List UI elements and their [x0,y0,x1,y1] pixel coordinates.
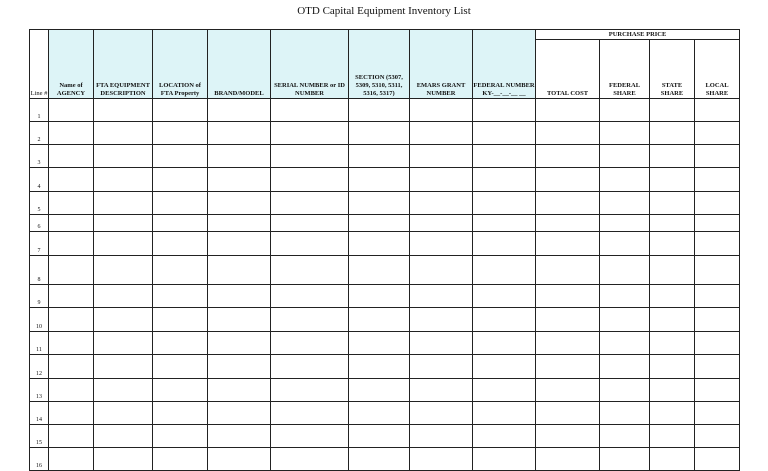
table-cell[interactable] [208,99,271,122]
table-cell[interactable] [473,192,536,215]
table-cell[interactable] [208,122,271,145]
table-cell[interactable] [410,168,473,192]
table-cell[interactable] [473,425,536,448]
column-header-brand-model: BRAND/MODEL [208,30,271,99]
table-cell[interactable] [600,145,650,168]
line-number-cell: 10 [30,308,49,332]
table-cell[interactable] [349,402,410,425]
table-cell[interactable] [600,425,650,448]
line-number-cell: 7 [30,232,49,256]
table-cell[interactable] [94,168,153,192]
table-cell[interactable] [473,99,536,122]
column-header-line: Line # [30,30,49,99]
table-cell[interactable] [153,215,208,232]
table-cell[interactable] [153,402,208,425]
table-cell[interactable] [410,145,473,168]
table-cell[interactable] [695,232,740,256]
table-cell[interactable] [600,99,650,122]
table-cell[interactable] [650,308,695,332]
table-cell[interactable] [473,402,536,425]
table-cell[interactable] [349,256,410,285]
line-number-cell: 6 [30,215,49,232]
table-cell[interactable] [695,332,740,355]
table-cell[interactable] [600,402,650,425]
table-cell[interactable] [153,425,208,448]
table-row [30,425,740,448]
column-header-location: LOCATION of FTA Property [153,30,208,99]
column-header-local-share: LOCAL SHARE [695,40,740,99]
table-cell[interactable] [536,425,600,448]
table-cell[interactable] [600,232,650,256]
table-cell[interactable] [650,355,695,379]
table-cell[interactable] [536,215,600,232]
table-cell[interactable] [49,122,94,145]
table-cell[interactable] [153,99,208,122]
line-number-cell: 12 [30,355,49,379]
header-row-top [30,30,740,40]
table-cell[interactable] [271,332,349,355]
column-header-serial-number: SERIAL NUMBER or ID NUMBER [271,30,349,99]
table-cell[interactable] [650,168,695,192]
table-cell[interactable] [695,448,740,471]
table-cell[interactable] [49,402,94,425]
table-cell[interactable] [349,122,410,145]
table-row [30,332,740,355]
table-row [30,285,740,308]
table-cell[interactable] [49,99,94,122]
table-row [30,355,740,379]
table-cell[interactable] [600,285,650,308]
table-cell[interactable] [153,332,208,355]
table-cell[interactable] [600,448,650,471]
table-cell[interactable] [600,215,650,232]
table-cell[interactable] [208,168,271,192]
table-cell[interactable] [695,379,740,402]
line-number-cell: 4 [30,168,49,192]
table-cell[interactable] [208,256,271,285]
table-cell[interactable] [94,99,153,122]
table-cell[interactable] [208,308,271,332]
table-cell[interactable] [410,379,473,402]
table-cell[interactable] [650,448,695,471]
table-cell[interactable] [650,379,695,402]
table-cell[interactable] [94,402,153,425]
table-cell[interactable] [650,215,695,232]
table-cell[interactable] [94,332,153,355]
table-row [30,122,740,145]
table-cell[interactable] [695,425,740,448]
table-row [30,379,740,402]
table-cell[interactable] [153,256,208,285]
line-number-cell: 3 [30,145,49,168]
table-cell[interactable] [600,379,650,402]
table-cell[interactable] [349,308,410,332]
column-header-state-share: STATE SHARE [650,40,695,99]
column-header-equipment-description: FTA EQUIPMENT DESCRIPTION [94,30,153,99]
table-cell[interactable] [49,425,94,448]
table-cell[interactable] [349,448,410,471]
table-cell[interactable] [271,168,349,192]
table-cell[interactable] [49,215,94,232]
table-cell[interactable] [49,379,94,402]
table-cell[interactable] [410,99,473,122]
table-row [30,232,740,256]
inventory-table [29,29,740,471]
table-cell[interactable] [536,192,600,215]
table-cell[interactable] [153,285,208,308]
column-header-total-cost: TOTAL COST [536,40,600,99]
table-cell[interactable] [695,99,740,122]
table-cell[interactable] [271,192,349,215]
table-cell[interactable] [536,99,600,122]
table-row [30,448,740,471]
table-cell[interactable] [536,122,600,145]
table-row [30,145,740,168]
table-cell[interactable] [695,308,740,332]
line-number-cell: 9 [30,285,49,308]
table-cell[interactable] [94,232,153,256]
column-header-federal-share: FEDERAL SHARE [600,40,650,99]
table-cell[interactable] [695,168,740,192]
table-cell[interactable] [536,256,600,285]
column-header-section: SECTION (5307, 5309, 5310, 5311, 5316, 5317) [349,30,410,99]
table-cell[interactable] [208,402,271,425]
table-cell[interactable] [473,308,536,332]
table-cell[interactable] [49,145,94,168]
table-cell[interactable] [410,425,473,448]
table-row [30,308,740,332]
table-cell[interactable] [94,192,153,215]
table-cell[interactable] [650,402,695,425]
table-cell[interactable] [153,379,208,402]
table-cell[interactable] [153,308,208,332]
line-number-cell: 14 [30,402,49,425]
table-cell[interactable] [208,145,271,168]
table-cell[interactable] [695,215,740,232]
table-cell[interactable] [650,192,695,215]
table-row [30,99,740,122]
table-cell[interactable] [695,285,740,308]
table-cell[interactable] [208,425,271,448]
table-cell[interactable] [410,402,473,425]
table-cell[interactable] [49,256,94,285]
table-cell[interactable] [600,192,650,215]
table-cell[interactable] [349,168,410,192]
table-cell[interactable] [94,425,153,448]
table-cell[interactable] [153,232,208,256]
table-cell[interactable] [271,402,349,425]
table-cell[interactable] [695,145,740,168]
table-cell[interactable] [153,192,208,215]
table-cell[interactable] [271,379,349,402]
table-cell[interactable] [410,256,473,285]
table-cell[interactable] [600,122,650,145]
column-group-header-purchase-price: PURCHASE PRICE [536,30,740,40]
table-cell[interactable] [650,122,695,145]
table-cell[interactable] [410,192,473,215]
table-cell[interactable] [650,99,695,122]
table-cell[interactable] [208,332,271,355]
table-cell[interactable] [536,332,600,355]
line-number-cell: 13 [30,379,49,402]
table-cell[interactable] [536,308,600,332]
table-cell[interactable] [94,448,153,471]
table-cell[interactable] [208,215,271,232]
table-cell[interactable] [600,168,650,192]
table-cell[interactable] [536,355,600,379]
table-cell[interactable] [650,285,695,308]
table-cell[interactable] [600,308,650,332]
table-cell[interactable] [94,379,153,402]
table-cell[interactable] [473,122,536,145]
table-cell[interactable] [153,145,208,168]
table-cell[interactable] [349,232,410,256]
table-cell[interactable] [600,256,650,285]
table-cell[interactable] [271,256,349,285]
table-cell[interactable] [49,308,94,332]
table-cell[interactable] [208,448,271,471]
table-cell[interactable] [695,256,740,285]
table-cell[interactable] [208,232,271,256]
table-cell[interactable] [271,355,349,379]
table-cell[interactable] [410,215,473,232]
line-number-cell: 16 [30,448,49,471]
table-cell[interactable] [208,379,271,402]
table-cell[interactable] [271,425,349,448]
table-cell[interactable] [49,168,94,192]
table-cell[interactable] [473,332,536,355]
table-cell[interactable] [473,285,536,308]
table-cell[interactable] [49,232,94,256]
column-header-agency: Name of AGENCY [49,30,94,99]
page-title: OTD Capital Equipment Inventory List [297,5,471,17]
line-number-cell: 15 [30,425,49,448]
table-cell[interactable] [49,192,94,215]
table-cell[interactable] [650,145,695,168]
table-row [30,215,740,232]
table-cell[interactable] [410,308,473,332]
table-cell[interactable] [695,122,740,145]
table-cell[interactable] [94,285,153,308]
table-cell[interactable] [473,232,536,256]
table-cell[interactable] [49,332,94,355]
table-cell[interactable] [94,215,153,232]
table-cell[interactable] [473,379,536,402]
table-row [30,402,740,425]
table-cell[interactable] [94,308,153,332]
table-cell[interactable] [349,285,410,308]
table-cell[interactable] [208,192,271,215]
table-cell[interactable] [650,425,695,448]
column-header-emars-grant-number: EMARS GRANT NUMBER [410,30,473,99]
table-cell[interactable] [271,145,349,168]
line-number-cell: 2 [30,122,49,145]
table-cell[interactable] [271,285,349,308]
table-cell[interactable] [153,122,208,145]
table-cell[interactable] [271,122,349,145]
table-cell[interactable] [94,145,153,168]
table-cell[interactable] [49,448,94,471]
line-number-cell: 5 [30,192,49,215]
table-row [30,168,740,192]
table-cell[interactable] [695,192,740,215]
table-cell[interactable] [473,168,536,192]
table-cell[interactable] [536,145,600,168]
table-cell[interactable] [49,285,94,308]
inventory-table-body [30,99,740,471]
table-cell[interactable] [271,232,349,256]
table-cell[interactable] [94,122,153,145]
table-cell[interactable] [349,332,410,355]
column-header-federal-number: FEDERAL NUMBER KY-__-__-__ __ [473,30,536,99]
table-cell[interactable] [49,355,94,379]
table-cell[interactable] [410,122,473,145]
table-cell[interactable] [349,99,410,122]
line-number-cell: 8 [30,256,49,285]
table-cell[interactable] [536,379,600,402]
table-cell[interactable] [410,285,473,308]
table-cell[interactable] [208,285,271,308]
table-cell[interactable] [271,99,349,122]
table-cell[interactable] [349,215,410,232]
table-cell[interactable] [410,448,473,471]
table-cell[interactable] [410,232,473,256]
table-cell[interactable] [153,448,208,471]
table-cell[interactable] [473,355,536,379]
table-cell[interactable] [650,232,695,256]
table-cell[interactable] [650,256,695,285]
table-cell[interactable] [650,332,695,355]
table-cell[interactable] [536,285,600,308]
table-cell[interactable] [536,232,600,256]
table-row [30,192,740,215]
table-cell[interactable] [271,308,349,332]
table-cell[interactable] [349,355,410,379]
table-cell[interactable] [94,355,153,379]
table-row [30,256,740,285]
table-cell[interactable] [536,402,600,425]
table-cell[interactable] [349,192,410,215]
table-cell[interactable] [349,425,410,448]
table-cell[interactable] [271,215,349,232]
table-cell[interactable] [536,168,600,192]
table-cell[interactable] [94,256,153,285]
table-cell[interactable] [600,332,650,355]
table-cell[interactable] [695,355,740,379]
table-cell[interactable] [473,256,536,285]
table-cell[interactable] [410,355,473,379]
table-cell[interactable] [473,448,536,471]
table-cell[interactable] [349,145,410,168]
line-number-cell: 1 [30,99,49,122]
table-cell[interactable] [695,402,740,425]
table-cell[interactable] [536,448,600,471]
table-cell[interactable] [208,355,271,379]
table-cell[interactable] [153,355,208,379]
table-cell[interactable] [600,355,650,379]
table-cell[interactable] [473,215,536,232]
table-cell[interactable] [271,448,349,471]
table-cell[interactable] [410,332,473,355]
table-cell[interactable] [153,168,208,192]
table-cell[interactable] [349,379,410,402]
table-cell[interactable] [473,145,536,168]
line-number-cell: 11 [30,332,49,355]
